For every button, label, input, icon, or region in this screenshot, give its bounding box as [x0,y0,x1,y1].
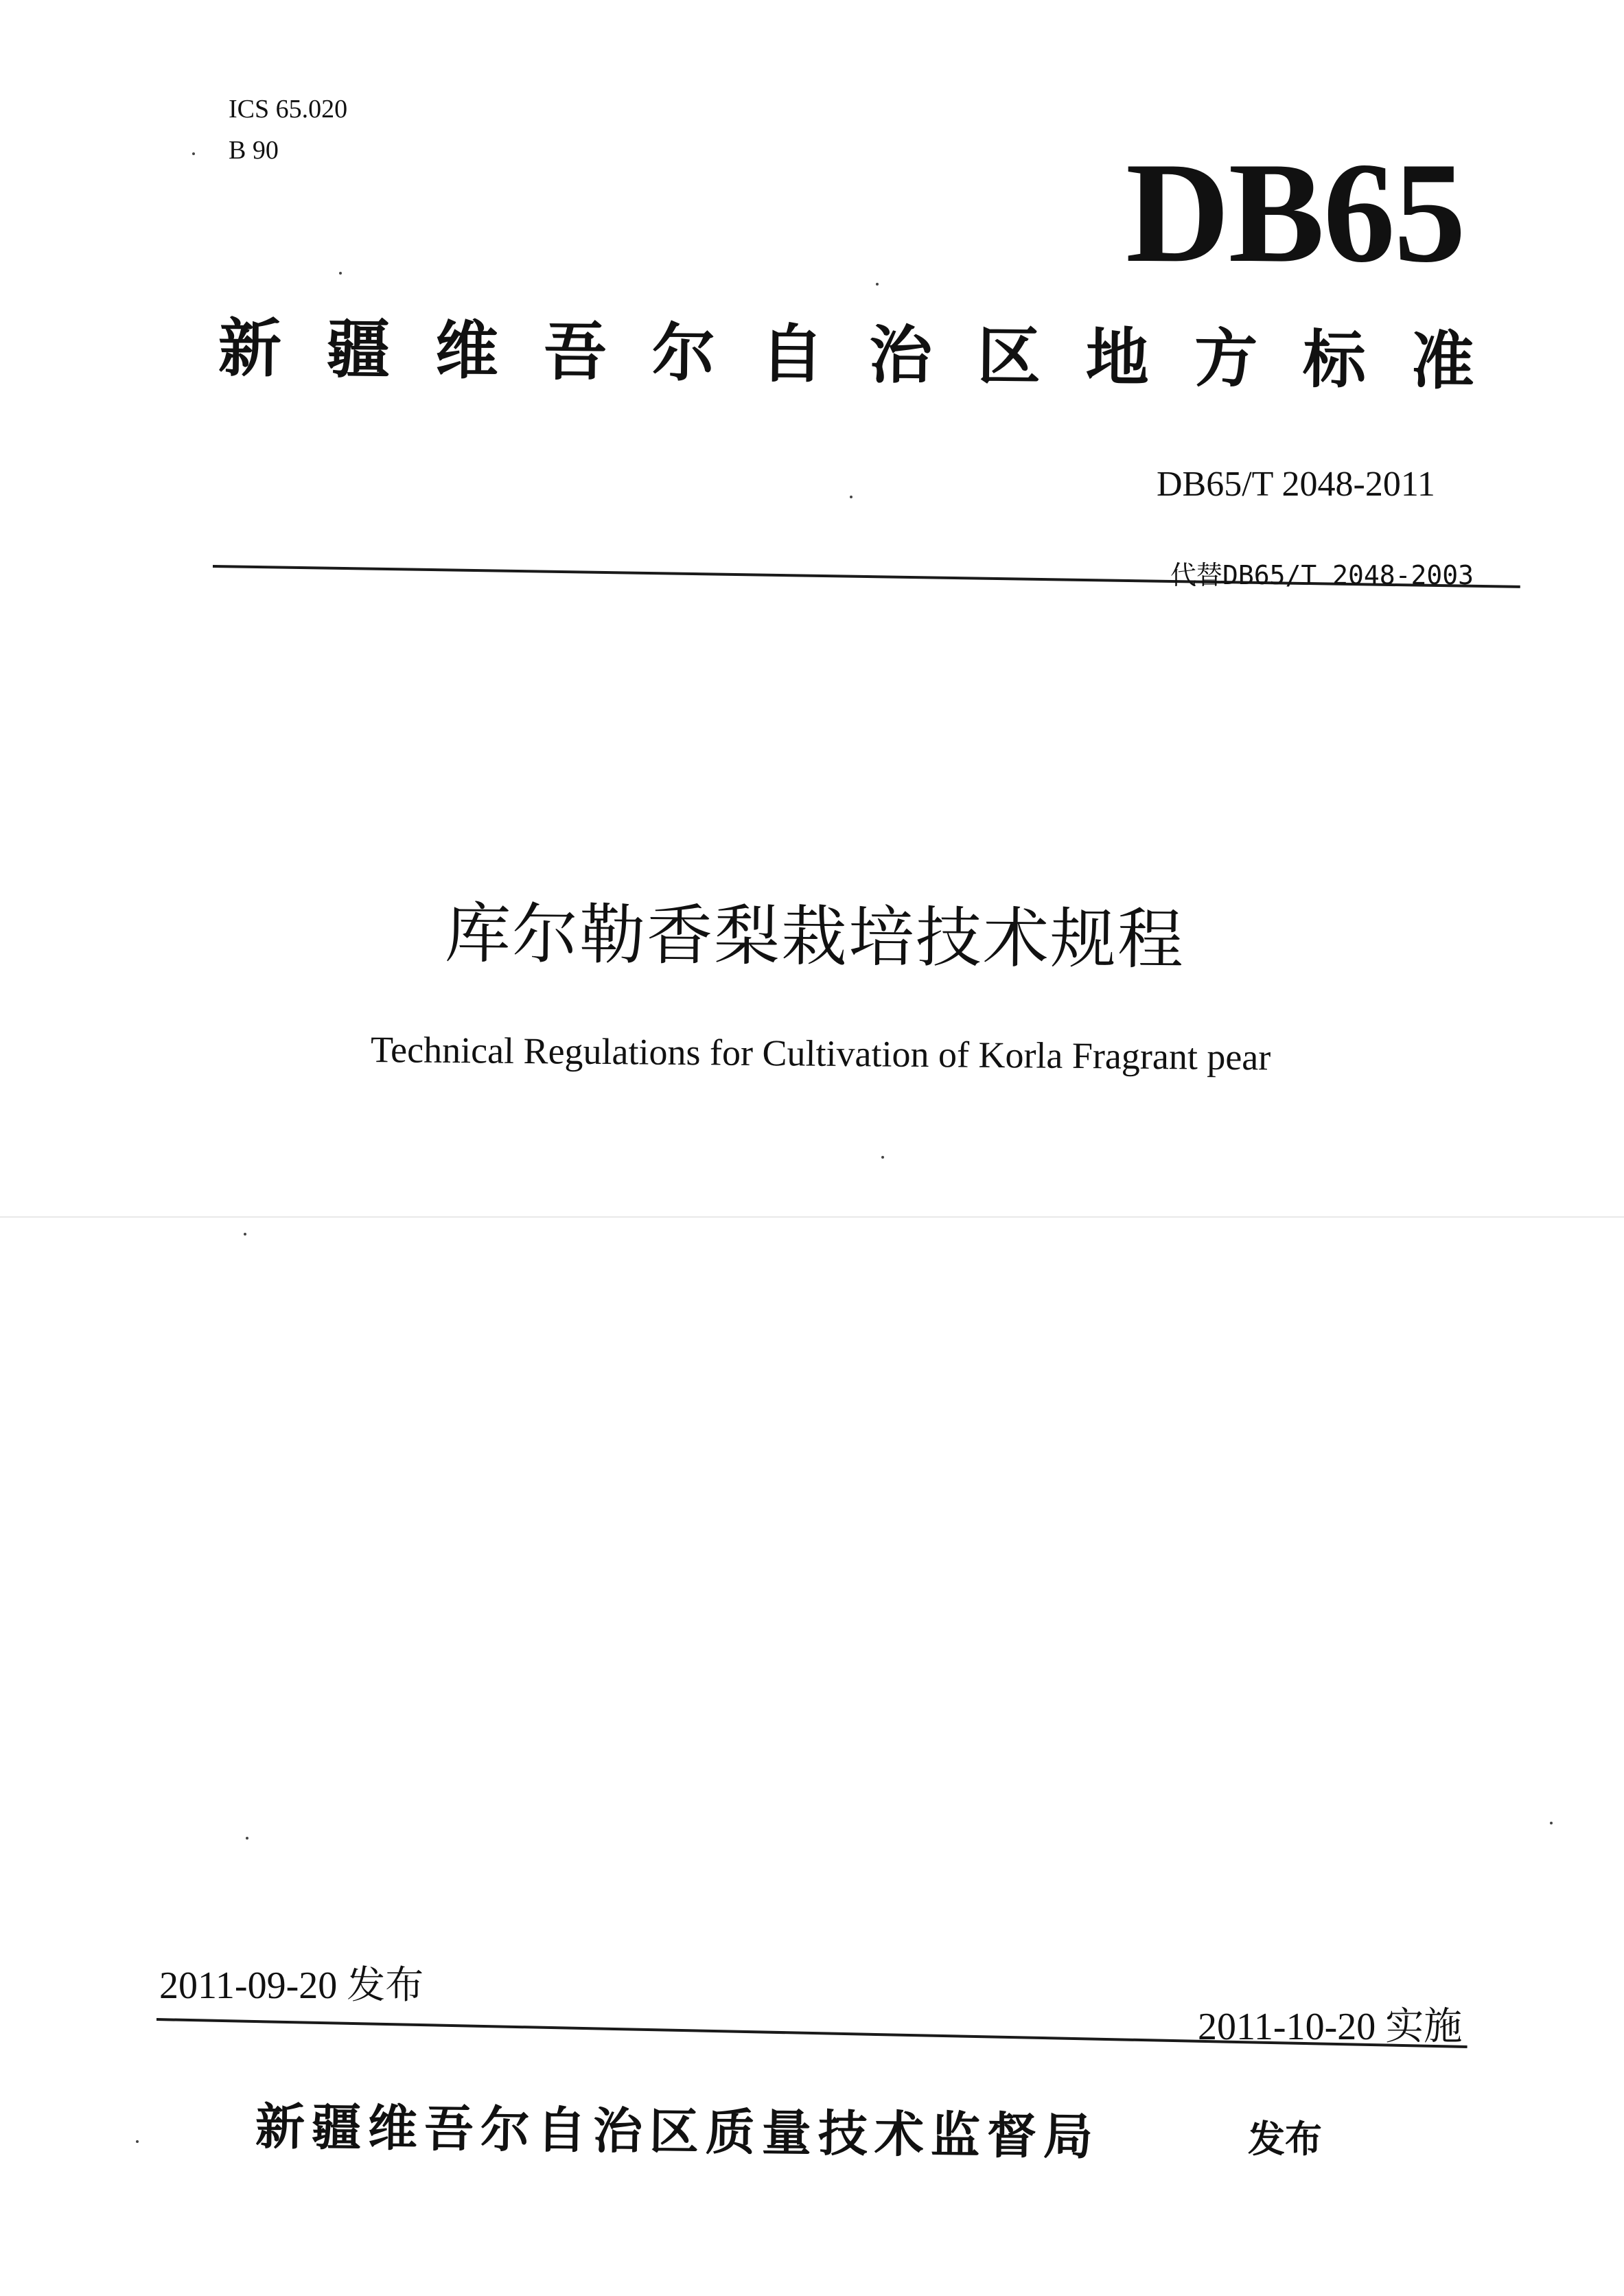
document-title: 库尔勒香梨栽培技术规程 [444,895,1185,979]
scan-speck [339,272,342,275]
standard-number: DB65/T 2048-2011 [1157,465,1435,504]
scan-speck [1550,1822,1553,1824]
implementation-date: 2011-10-20 实施 [1198,2006,1463,2048]
issuer-suffix: 发布 [1248,2118,1322,2161]
replaces-standard: 代替DB65/T 2048-2003 [1170,560,1474,590]
scan-speck [244,1233,246,1236]
scan-speck [136,2140,139,2143]
standard-code-mark: DB65 [1126,133,1465,292]
scan-fold-line [0,1216,1624,1218]
scan-speck [246,1837,248,1840]
ics-code: ICS 65.020 [229,95,348,124]
standard-type-title: 新疆维吾尔自治区地方标准 [218,312,1520,399]
scan-speck [881,1156,884,1159]
scan-speck [876,283,879,286]
scan-speck [850,496,852,498]
document-title-english: Technical Regulations for Cultivation of Korla Fragrant pear [370,1029,1271,1078]
classification-code: B 90 [229,136,279,165]
issue-date: 2011-09-20 发布 [159,1964,424,2007]
issuing-authority: 新疆维吾尔自治区质量技术监督局 [255,2098,1100,2166]
scan-speck [192,152,195,155]
